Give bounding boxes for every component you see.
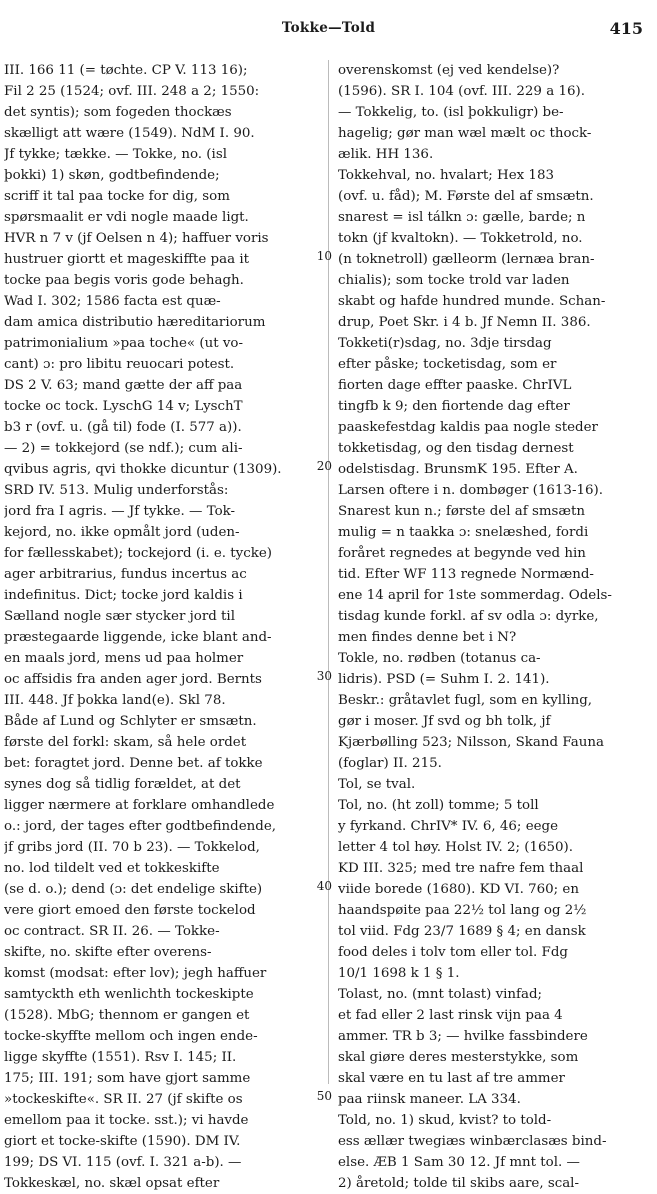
text-line: else. ÆB 1 Sam 30 12. Jf mnt tol. — bbox=[338, 1155, 580, 1170]
text-line: Tol, no. (ht zoll) tomme; 5 toll bbox=[338, 798, 539, 813]
text-line: drup, Poet Skr. i 4 b. Jf Nemn II. 386. bbox=[338, 315, 591, 330]
text-line: o.: jord, der tages efter godtbefindende, bbox=[4, 819, 277, 834]
text-line: skabt og hafde hundred munde. Schan- bbox=[338, 294, 606, 309]
text-line: no. lod tildelt ved et tokkeskifte bbox=[4, 861, 220, 876]
text-line: Sælland nogle sær stycker jord til bbox=[4, 609, 236, 624]
text-line: Told, no. 1) skud, kvist? to told- bbox=[338, 1113, 552, 1128]
text-line: ene 14 april for 1ste sommerdag. Odels- bbox=[338, 588, 612, 603]
text-line: haandspøite paa 22½ tol lang og 2½ bbox=[338, 903, 587, 918]
text-line: Fil 2 25 (1524; ovf. III. 248 a 2; 1550: bbox=[4, 84, 260, 99]
text-line: (foglar) II. 215. bbox=[338, 756, 442, 771]
text-line: cant) ɔ: pro libitu reuocari potest. bbox=[4, 357, 235, 372]
text-line: Kjærbølling 523; Nilsson, Skand Fauna bbox=[338, 735, 604, 750]
text-line: III. 448. Jf þokka land(e). Skl 78. bbox=[4, 693, 226, 708]
text-line: dam amica distributio hæreditariorum bbox=[4, 315, 266, 330]
page-header bbox=[0, 14, 657, 42]
text-line: — Tokkelig, to. (isl þokkuligr) be- bbox=[338, 105, 564, 120]
text-line: tingfb k 9; den fiortende dag efter bbox=[338, 399, 570, 414]
page-number: 415 bbox=[609, 19, 643, 38]
text-line: — 2) = tokkejord (se ndf.); cum ali- bbox=[4, 441, 243, 456]
margin-line-number: 40 bbox=[316, 879, 332, 893]
text-line: Tokle, no. rødben (totanus ca- bbox=[338, 651, 541, 666]
text-line: Tolast, no. (mnt tolast) vinfad; bbox=[338, 987, 543, 1002]
text-line: mulig = n taakka ɔ: snelæshed, fordi bbox=[338, 525, 589, 540]
text-line: odelstisdag. BrunsmK 195. Efter A. bbox=[338, 462, 578, 477]
text-line: jord fra I agris. — Jf tykke. — Tok- bbox=[4, 504, 236, 519]
text-line: bet: foragtet jord. Denne bet. af tokke bbox=[4, 756, 263, 771]
text-line: efter påske; tocketisdag, som er bbox=[338, 357, 557, 372]
text-line: (1596). SR I. 104 (ovf. III. 229 a 16). bbox=[338, 84, 585, 99]
margin-line-number: 10 bbox=[316, 249, 332, 263]
text-line: 175; III. 191; som have gjort samme bbox=[4, 1071, 251, 1086]
text-line: et fad eller 2 last rinsk vijn paa 4 bbox=[338, 1008, 563, 1023]
text-line: skal være en tu last af tre ammer bbox=[338, 1071, 565, 1086]
left-column bbox=[4, 60, 320, 1194]
text-line: skal giøre deres mesterstykke, som bbox=[338, 1050, 579, 1065]
text-line: spørsmaalit er vdi nogle maade ligt. bbox=[4, 210, 249, 225]
text-line: tocke-skyffte mellom och ingen ende- bbox=[4, 1029, 258, 1044]
margin-line-number: 30 bbox=[316, 669, 332, 683]
text-line: tocke oc tock. LyschG 14 v; LyschT bbox=[4, 399, 243, 414]
text-line: tocke paa begis voris gode behagh. bbox=[4, 273, 244, 288]
text-line: fiorten dage effter paaske. ChrIVL bbox=[338, 378, 572, 393]
text-line: (n toknetroll) gælleorm (lernæa bran- bbox=[338, 252, 595, 267]
text-line: men findes denne bet i N? bbox=[338, 630, 517, 645]
text-line: hagelig; gør man wæl mælt oc thock- bbox=[338, 126, 592, 141]
text-line: foråret regnedes at begynde ved hin bbox=[338, 546, 586, 561]
text-line: synes dog så tidlig forældet, at det bbox=[4, 777, 241, 792]
text-line: þokki) 1) skøn, godtbefindende; bbox=[4, 168, 220, 183]
text-line: Tokkeskæl, no. skæl opsat efter bbox=[4, 1176, 220, 1191]
text-line: (ovf. u. fåd); M. Første del af smsætn. bbox=[338, 189, 594, 204]
text-line: 10/1 1698 k 1 § 1. bbox=[338, 966, 460, 981]
text-line: giort et tocke-skifte (1590). DM IV. bbox=[4, 1134, 241, 1149]
text-line: præstegaarde liggende, icke blant and- bbox=[4, 630, 272, 645]
text-line: HVR n 7 v (jf Oelsen n 4); haffuer voris bbox=[4, 231, 269, 246]
text-line: overenskomst (ej ved kendelse)? bbox=[338, 63, 560, 78]
text-line: SRD IV. 513. Mulig underforstås: bbox=[4, 483, 229, 498]
text-line: Larsen oftere i n. dombøger (1613-16). bbox=[338, 483, 604, 498]
margin-line-number: 20 bbox=[316, 459, 332, 473]
text-line: DS 2 V. 63; mand gætte der aff paa bbox=[4, 378, 243, 393]
text-line: tol viid. Fdg 23/7 1689 § 4; en dansk bbox=[338, 924, 586, 939]
text-line: lidris). PSD (= Suhm I. 2. 141). bbox=[338, 672, 550, 687]
text-line: emellom paa it tocke. sst.); vi havde bbox=[4, 1113, 249, 1128]
text-line: y fyrkand. ChrIV* IV. 6, 46; eege bbox=[338, 819, 559, 834]
text-line: Tokketi(r)sdag, no. 3dje tirsdag bbox=[338, 336, 552, 351]
text-line: Tol, se tval. bbox=[338, 777, 416, 792]
text-line: ælik. HH 136. bbox=[338, 147, 434, 162]
text-line: qvibus agris, qvi thokke dicuntur (1309). bbox=[4, 462, 282, 477]
text-line: vere giort emoed den første tockelod bbox=[4, 903, 256, 918]
text-line: 199; DS VI. 115 (ovf. I. 321 a-b). — bbox=[4, 1155, 242, 1170]
text-line: III. 166 11 (= tøchte. CP V. 113 16); bbox=[4, 63, 248, 78]
text-line: (se d. o.); dend (ɔ: det endelige skifte) bbox=[4, 882, 263, 897]
text-line: ammer. TR b 3; — hvilke fassbindere bbox=[338, 1029, 588, 1044]
text-line: ess ællær twegiæs winbærclasæs bind- bbox=[338, 1134, 607, 1149]
text-line: kejord, no. ikke opmålt jord (uden- bbox=[4, 525, 240, 540]
text-line: for fællesskabet); tockejord (i. e. tycke) bbox=[4, 546, 273, 561]
running-head: Tokke—Told bbox=[281, 20, 376, 36]
text-line: 2) åretold; tolde til skibs aare, scal- bbox=[338, 1176, 579, 1191]
text-line: Tokkehval, no. hvalart; Hex 183 bbox=[338, 168, 554, 183]
text-line: scriff it tal paa tocke for dig, som bbox=[4, 189, 230, 204]
text-line: paaskefestdag kaldis paa nogle steder bbox=[338, 420, 598, 435]
text-line: komst (modsat: efter lov); jegh haffuer bbox=[4, 966, 267, 981]
text-line: skifte, no. skifte efter overens- bbox=[4, 945, 212, 960]
text-line: b3 r (ovf. u. (gå til) fode (I. 577 a)). bbox=[4, 420, 242, 435]
text-line: det syntis); som fogeden thockæs bbox=[4, 105, 232, 120]
text-line: indefinitus. Dict; tocke jord kaldis i bbox=[4, 588, 243, 603]
margin-line-number: 50 bbox=[316, 1089, 332, 1103]
text-line: viide borede (1680). KD VI. 760; en bbox=[338, 882, 579, 897]
column-divider bbox=[328, 60, 329, 1084]
text-line: oc affsidis fra anden ager jord. Bernts bbox=[4, 672, 262, 687]
text-line: tokn (jf kvaltokn). — Tokketrold, no. bbox=[338, 231, 583, 246]
text-line: første del forkl: skam, så hele ordet bbox=[4, 735, 247, 750]
text-line: tokketisdag, og den tisdag dernest bbox=[338, 441, 574, 456]
text-line: gør i moser. Jf svd og bh tolk, jf bbox=[338, 714, 551, 729]
text-line: »tockeskifte«. SR II. 27 (jf skifte os bbox=[4, 1092, 243, 1107]
text-line: snarest = isl tálkn ɔ: gælle, barde; n bbox=[338, 210, 586, 225]
text-line: ager arbitrarius, fundus incertus ac bbox=[4, 567, 247, 582]
text-line: Snarest kun n.; første del af smsætn bbox=[338, 504, 586, 519]
text-line: patrimonialium »paa toche« (ut vo- bbox=[4, 336, 243, 351]
text-line: tid. Efter WF 113 regnede Normænd- bbox=[338, 567, 594, 582]
text-line: Både af Lund og Schlyter er smsætn. bbox=[4, 714, 257, 729]
text-line: oc contract. SR II. 26. — Tokke- bbox=[4, 924, 220, 939]
right-column bbox=[338, 60, 650, 1194]
text-line: Jf tykke; tække. — Tokke, no. (isl bbox=[4, 147, 227, 162]
text-line: ligger nærmere at forklare omhandlede bbox=[4, 798, 275, 813]
text-line: skælligt att wære (1549). NdM I. 90. bbox=[4, 126, 255, 141]
text-line: KD III. 325; med tre nafre fem thaal bbox=[338, 861, 584, 876]
text-line: hustruer giortt et mageskiffte paa it bbox=[4, 252, 249, 267]
text-line: ligge skyffte (1551). Rsv I. 145; II. bbox=[4, 1050, 237, 1065]
text-line: (1528). MbG; thennom er gangen et bbox=[4, 1008, 250, 1023]
text-line: food deles i tolv tom eller tol. Fdg bbox=[338, 945, 568, 960]
text-line: jf gribs jord (II. 70 b 23). — Tokkelod, bbox=[4, 840, 260, 855]
text-line: letter 4 tol høy. Holst IV. 2; (1650). bbox=[338, 840, 574, 855]
text-line: chialis); som tocke trold var laden bbox=[338, 273, 570, 288]
text-line: samtyckth eth wenlichth tockeskipte bbox=[4, 987, 254, 1002]
text-line: tisdag kunde forkl. af sv odla ɔ: dyrke, bbox=[338, 609, 599, 624]
text-line: en maals jord, mens ud paa holmer bbox=[4, 651, 244, 666]
text-line: Wad I. 302; 1586 facta est quæ- bbox=[4, 294, 221, 309]
text-line: paa riinsk maneer. LA 334. bbox=[338, 1092, 521, 1107]
text-line: Beskr.: gråtavlet fugl, som en kylling, bbox=[338, 693, 593, 708]
